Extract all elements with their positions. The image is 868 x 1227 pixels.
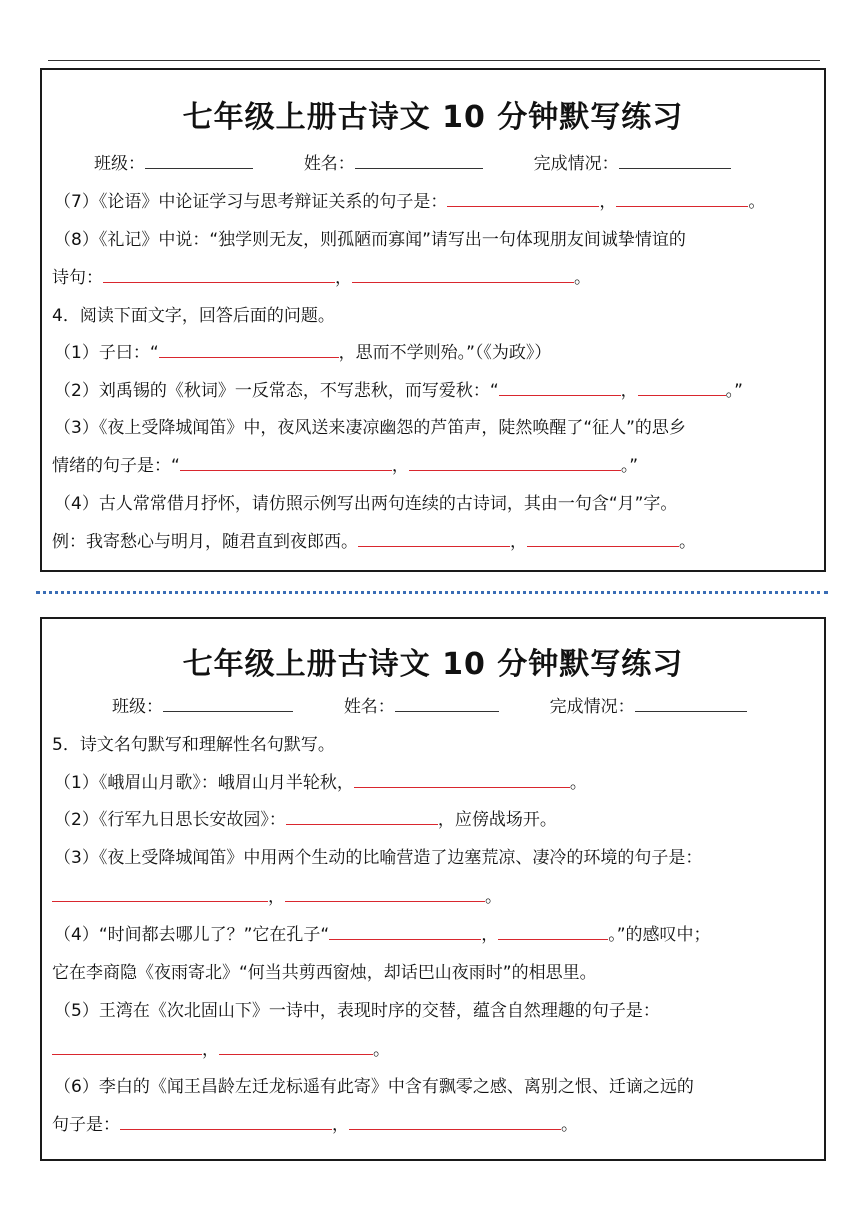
answer-blank[interactable] <box>616 191 748 207</box>
question-line <box>52 531 696 553</box>
answer-blank[interactable] <box>159 342 339 358</box>
question-text: ，应傍战场开。 <box>437 810 557 830</box>
answer-blank[interactable] <box>349 1114 561 1130</box>
student-info-row <box>94 153 731 175</box>
question-text: （4）“时间都去哪儿了？”它在孔子“ <box>54 925 330 945</box>
answer-blank[interactable] <box>527 531 679 547</box>
status-label: 完成情况： <box>533 154 619 174</box>
answer-blank[interactable] <box>358 531 510 547</box>
question-text: （2）《行军九日思长安故园》： <box>54 810 286 830</box>
punctuation: ， <box>599 192 617 212</box>
status-blank[interactable] <box>635 696 747 712</box>
question-text: 5．诗文名句默写和理解性名句默写。 <box>52 735 335 755</box>
question-line <box>54 809 557 831</box>
name-label: 姓名： <box>343 697 395 717</box>
punctuation: 。 <box>569 773 587 793</box>
punctuation: ， <box>332 1115 349 1135</box>
section-heading <box>52 734 335 756</box>
question-text: 4．阅读下面文字，回答后面的问题。 <box>52 306 335 326</box>
question-text: （1）《峨眉山月歌》：峨眉山月半轮秋， <box>54 773 354 793</box>
punctuation: ， <box>335 268 352 288</box>
question-line <box>52 455 638 477</box>
question-text: ，思而不学则殆。”（《为政》） <box>338 343 552 363</box>
punctuation: 。 <box>485 887 502 907</box>
class-label: 班级： <box>94 154 145 174</box>
answer-blank[interactable] <box>120 1114 332 1130</box>
worksheet-title: 七年级上册古诗文 10 分钟默写练习 <box>182 100 684 135</box>
worksheet-2 <box>40 617 826 1161</box>
status-blank[interactable] <box>619 153 731 169</box>
question-line <box>54 924 711 946</box>
question-line <box>54 342 551 364</box>
name-blank[interactable] <box>355 153 483 169</box>
question-text: 句子是： <box>52 1115 120 1135</box>
question-text: （3）《夜上受降城闻笛》中用两个生动的比喻营造了边塞荒凉、凄冷的环境的句子是： <box>54 848 703 868</box>
answer-blank[interactable] <box>447 191 599 207</box>
question-text: （5）王湾在《次北固山下》一诗中，表现时序的交替，蕴含自然理趣的句子是： <box>54 1001 660 1021</box>
answer-blank[interactable] <box>498 924 608 940</box>
answer-blank[interactable] <box>219 1039 373 1055</box>
answer-blank[interactable] <box>103 267 335 283</box>
answer-blank[interactable] <box>638 380 726 396</box>
name-blank[interactable] <box>395 696 499 712</box>
answer-blank[interactable] <box>352 267 574 283</box>
name-label: 姓名： <box>303 154 355 174</box>
question-text: （7）《论语》中论证学习与思考辩证关系的句子是： <box>54 192 448 212</box>
student-info-row <box>112 696 747 718</box>
worksheet-title: 七年级上册古诗文 10 分钟默写练习 <box>182 647 684 682</box>
question-line <box>52 1114 578 1136</box>
punctuation: 。 <box>373 1040 390 1060</box>
question-text: （2）刘禹锡的《秋词》一反常态，不写悲秋，而写爱秋：“ <box>54 381 499 401</box>
question-line <box>54 380 743 402</box>
question-text: 例：我寄愁心与明月，随君直到夜郎西。 <box>52 532 358 552</box>
answer-blank[interactable] <box>285 886 485 902</box>
question-text: 它在李商隐《夜雨寄北》“何当共剪西窗烛，却话巴山夜雨时”的相思里。 <box>52 963 597 983</box>
question-line <box>54 191 765 213</box>
class-blank[interactable] <box>163 696 293 712</box>
answer-blank[interactable] <box>409 455 621 471</box>
question-line <box>52 267 591 289</box>
answer-blank[interactable] <box>52 886 268 902</box>
punctuation: ， <box>510 532 527 552</box>
punctuation: ， <box>391 456 409 476</box>
question-line <box>54 417 686 439</box>
question-line <box>52 886 502 908</box>
punctuation: 。” <box>725 381 743 401</box>
question-text: 诗句： <box>52 268 103 288</box>
answer-blank[interactable] <box>180 455 392 471</box>
answer-blank[interactable] <box>329 924 481 940</box>
dotted-separator <box>36 591 828 594</box>
punctuation: ， <box>481 925 499 945</box>
punctuation: ， <box>620 381 638 401</box>
answer-blank[interactable] <box>286 809 438 825</box>
question-text: 。”的感叹中； <box>608 925 711 945</box>
question-text: （8）《礼记》中说：“独学则无友，则孤陋而寡闻”请写出一句体现朋友间诚挚情谊的 <box>54 230 686 250</box>
question-line <box>54 847 702 869</box>
question-line <box>54 1076 694 1098</box>
question-line <box>52 1039 390 1061</box>
question-line <box>54 772 587 794</box>
question-line <box>52 962 597 984</box>
punctuation: 。 <box>574 268 591 288</box>
answer-blank[interactable] <box>52 1039 202 1055</box>
section-heading <box>52 305 335 327</box>
punctuation: 。 <box>561 1115 578 1135</box>
punctuation: ， <box>268 887 285 907</box>
answer-blank[interactable] <box>499 380 621 396</box>
question-text: （1）子曰：“ <box>54 343 159 363</box>
worksheet-1 <box>40 68 826 572</box>
class-label: 班级： <box>112 697 163 717</box>
question-text: （4）古人常常借月抒怀，请仿照示例写出两句连续的古诗词，其由一句含“月”字。 <box>54 494 678 514</box>
question-line <box>54 1000 660 1022</box>
punctuation: ， <box>202 1040 219 1060</box>
question-line <box>54 229 686 251</box>
question-text: 情绪的句子是：“ <box>52 456 180 476</box>
class-blank[interactable] <box>145 153 253 169</box>
question-line <box>54 493 677 515</box>
status-label: 完成情况： <box>549 697 635 717</box>
question-text: （6）李白的《闻王昌龄左迁龙标遥有此寄》中含有飘零之感、离别之恨、迁谪之远的 <box>54 1077 694 1097</box>
question-text: （3）《夜上受降城闻笛》中，夜风送来凄凉幽怨的芦笛声，陡然唤醒了“征人”的思乡 <box>54 418 686 438</box>
punctuation: 。 <box>679 532 696 552</box>
punctuation: 。” <box>620 456 639 476</box>
answer-blank[interactable] <box>354 772 570 788</box>
punctuation: 。 <box>748 192 766 212</box>
page-top-rule <box>48 60 820 61</box>
